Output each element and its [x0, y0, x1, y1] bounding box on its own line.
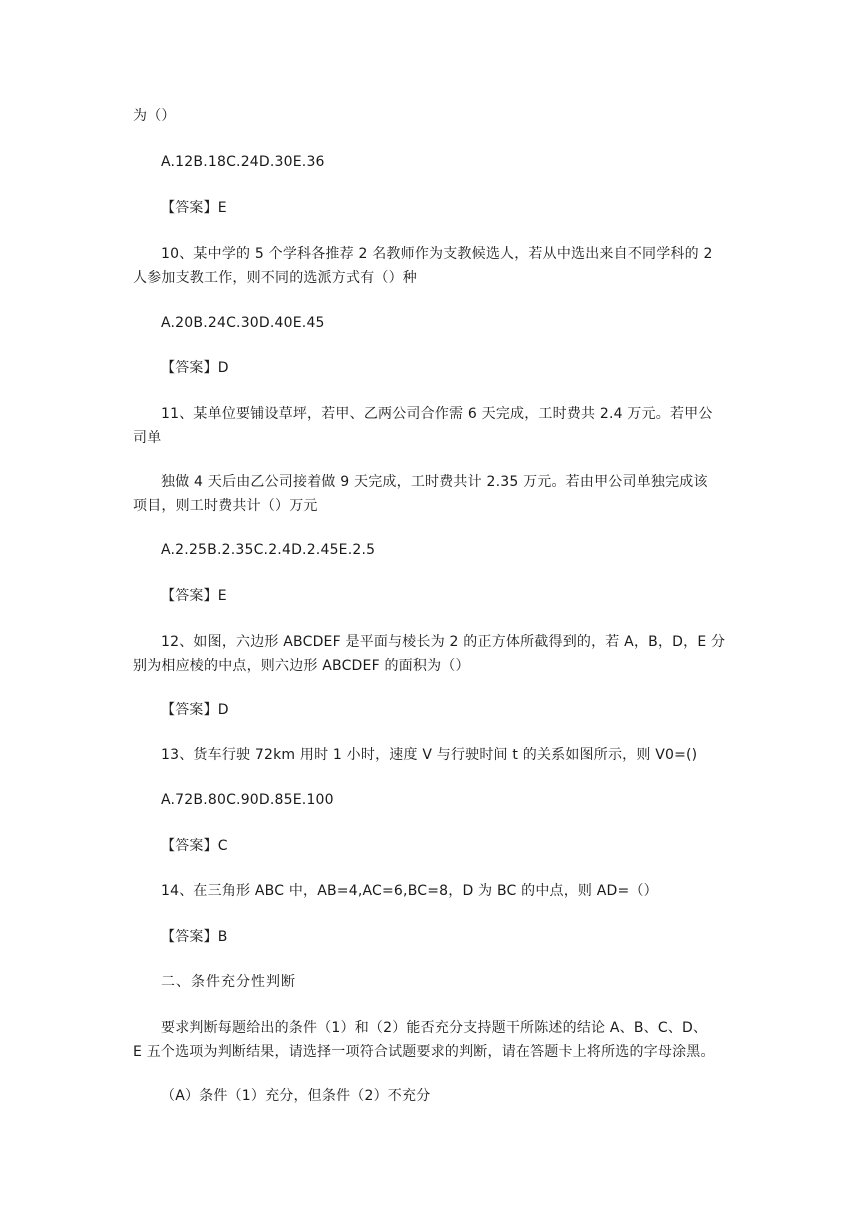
- question-11-line-1: 11、某单位要铺设草坪，若甲、乙两公司合作需 6 天完成，工时费共 2.4 万元。若甲公: [161, 406, 713, 422]
- question-10-line-2: 人参加支教工作，则不同的选派方式有（）种: [133, 270, 417, 286]
- question-12-line-1: 12、如图，六边形 ABCDEF 是平面与棱长为 2 的正方体所截得到的，若 A，B，D，E 分: [161, 634, 726, 650]
- question-10-answer: 【答案】D: [161, 360, 229, 376]
- question-9-tail: 为（）: [133, 108, 176, 124]
- instructions-line-2: E 五个选项为判断结果，请选择一项符合试题要求的判断，请在答题卡上将所选的字母涂黑。: [133, 1044, 715, 1060]
- question-11-line-4: 项目，则工时费共计（）万元: [133, 498, 318, 514]
- question-10-line-1: 10、某中学的 5 个学科各推荐 2 名教师作为支教候选人，若从中选出来自不同学科的 2: [161, 246, 713, 262]
- question-14-line-1: 14、在三角形 ABC 中，AB=4,AC=6,BC=8，D 为 BC 的中点，则 AD=（）: [161, 883, 658, 899]
- question-11-line-3: 独做 4 天后由乙公司接着做 9 天完成，工时费共计 2.35 万元。若由甲公司单独完成该: [161, 474, 708, 490]
- question-12-answer: 【答案】D: [161, 702, 229, 718]
- question-11-options: A.2.25B.2.35C.2.4D.2.45E.2.5: [161, 542, 376, 558]
- instructions-line-1: 要求判断每题给出的条件（1）和（2）能否充分支持题干所陈述的结论 A、B、C、D、: [161, 1020, 708, 1036]
- question-13-answer: 【答案】C: [161, 838, 228, 854]
- question-14-answer: 【答案】B: [161, 929, 228, 945]
- question-11-line-2: 司单: [133, 430, 162, 446]
- question-13-line-1: 13、货车行驶 72km 用时 1 小时，速度 V 与行驶时间 t 的关系如图所示，则 V0=(): [161, 747, 698, 763]
- question-11-answer: 【答案】E: [161, 588, 227, 604]
- question-12-line-2: 别为相应棱的中点，则六边形 ABCDEF 的面积为（）: [133, 658, 470, 674]
- question-9-options: A.12B.18C.24D.30E.36: [161, 154, 325, 170]
- section-heading: 二、条件充分性判断: [161, 974, 296, 990]
- question-13-options: A.72B.80C.90D.85E.100: [161, 792, 334, 808]
- question-9-answer: 【答案】E: [161, 200, 227, 216]
- question-10-options: A.20B.24C.30D.40E.45: [161, 315, 325, 331]
- option-a-description: （A）条件（1）充分，但条件（2）不充分: [161, 1088, 431, 1104]
